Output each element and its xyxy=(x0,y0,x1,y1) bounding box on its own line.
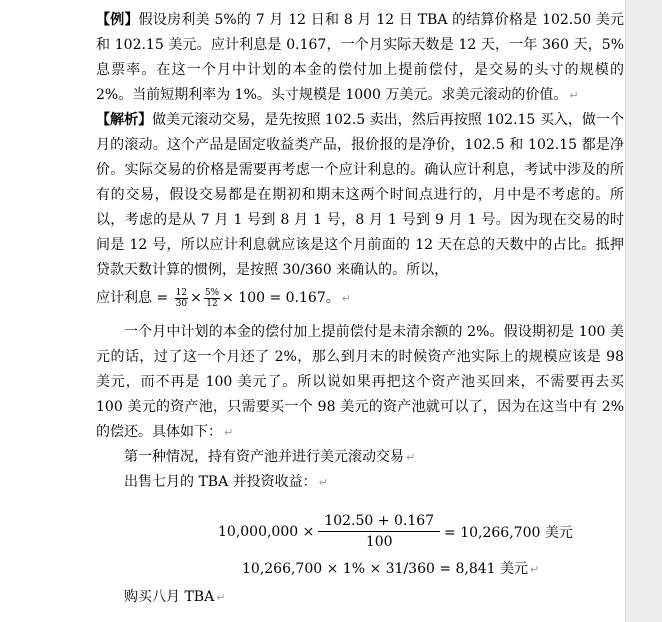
example-tag: 【例】 xyxy=(96,12,139,28)
eq1-numerator: 102.50 + 0.167 xyxy=(318,513,440,532)
paragraph-mark-icon: ↵ xyxy=(224,426,234,439)
eq1-left: 10,000,000 × xyxy=(218,523,315,540)
accrued-rest: × 100 = 0.167。 xyxy=(222,290,340,306)
eq1-right: = 10,266,700 美元 xyxy=(444,524,573,541)
paragraph-mark-icon: ↵ xyxy=(318,476,328,489)
paragraph-mark-icon: ↵ xyxy=(406,451,416,464)
example-paragraph xyxy=(96,8,624,108)
accrued-prefix: 应计利息 = xyxy=(96,290,169,306)
fraction-5pct-12 xyxy=(204,288,220,309)
eq2-text: 10,266,700 × 1% × 31/360 = 8,841 美元 xyxy=(242,561,529,577)
equation-proceeds xyxy=(218,513,573,550)
fraction-denominator: 12 xyxy=(206,298,218,309)
fraction-12-30 xyxy=(175,288,188,309)
example-text: 假设房利美 5%的 7 月 12 日和 8 月 12 日 TBA 的结算价格是 102.50 美元和 102.15 美元。应计利息是 0.167，一个月实际天数是 12 天，一年 360 天，5%息票率。在这一个月中计划的本金的偿付加上提前偿付，是交易的头寸的规模的 2%。当前短期利率为 1%。头寸规模是 1000 万美元。求美元滚动的价值。 xyxy=(96,12,624,103)
sell-july-text: 出售七月的 TBA 并投资收益： xyxy=(124,474,317,490)
document-body xyxy=(96,8,624,495)
fraction-denominator: 30 xyxy=(175,298,188,309)
case1-text: 第一种情况，持有资产池并进行美元滚动交易 xyxy=(124,449,404,465)
fraction-numerator: 12 xyxy=(175,287,188,298)
case1-line xyxy=(96,445,624,470)
principal-text: 一个月中计划的本金的偿付加上提前偿付是未清余额的 2%。假设期初是 100 美元的话，过了这一个月还了 2%，那么到月末的时候资产池实际上的规模应该是 98 美元，而不再是 100 美元了。所以说如果再把这个资产池买回来，不需要再去买 100 美元的资产池，只需要买一个 98 美元的资产池就可以了，因为在这当中有 2%的偿还。具体如下： xyxy=(96,324,624,440)
eq1-fraction xyxy=(318,513,440,550)
paragraph-mark-icon: ↵ xyxy=(530,563,540,576)
principal-paragraph xyxy=(96,320,624,445)
eq1-denominator: 100 xyxy=(365,534,393,550)
sell-july-line xyxy=(96,470,624,495)
analysis-paragraph xyxy=(96,108,624,283)
vertical-scrollbar[interactable] xyxy=(625,0,662,622)
paragraph-mark-icon: ↵ xyxy=(341,292,351,305)
times-sign: × xyxy=(190,290,202,306)
analysis-tag: 【解析】 xyxy=(96,112,153,128)
fraction-numerator: 5% xyxy=(204,287,220,298)
buy-august-text: 购买八月 TBA xyxy=(124,589,215,605)
buy-august-line xyxy=(124,586,225,606)
equation-interest xyxy=(242,558,539,578)
analysis-text: 做美元滚动交易，是先按照 102.5 卖出，然后再按照 102.15 买入，做一个月的滚动。这个产品是固定收益类产品，报价报的是净价，102.5 和 102.15 都是净价。实际交易的价格是需要再考虑一个应计利息的。确认应计利息，考试中涉及的所有的交易，假设交易都是在期初和期末这两个时间点进行的，月中是不考虑的。所以，考虑的是从 7 月 1 号到 8 月 1 号，8 月 1 号到 9 月 1 号。因为现在交易的时间是 12 号，所以应计利息就应该是这个月前面的 12 天在总的天数中的占比。抵押贷款天数计算的惯例，是按照 30/360 来确认的。所以， xyxy=(96,112,624,278)
paragraph-mark-icon: ↵ xyxy=(569,89,579,102)
paragraph-mark-icon: ↵ xyxy=(216,591,226,604)
accrued-interest-formula xyxy=(96,283,624,314)
